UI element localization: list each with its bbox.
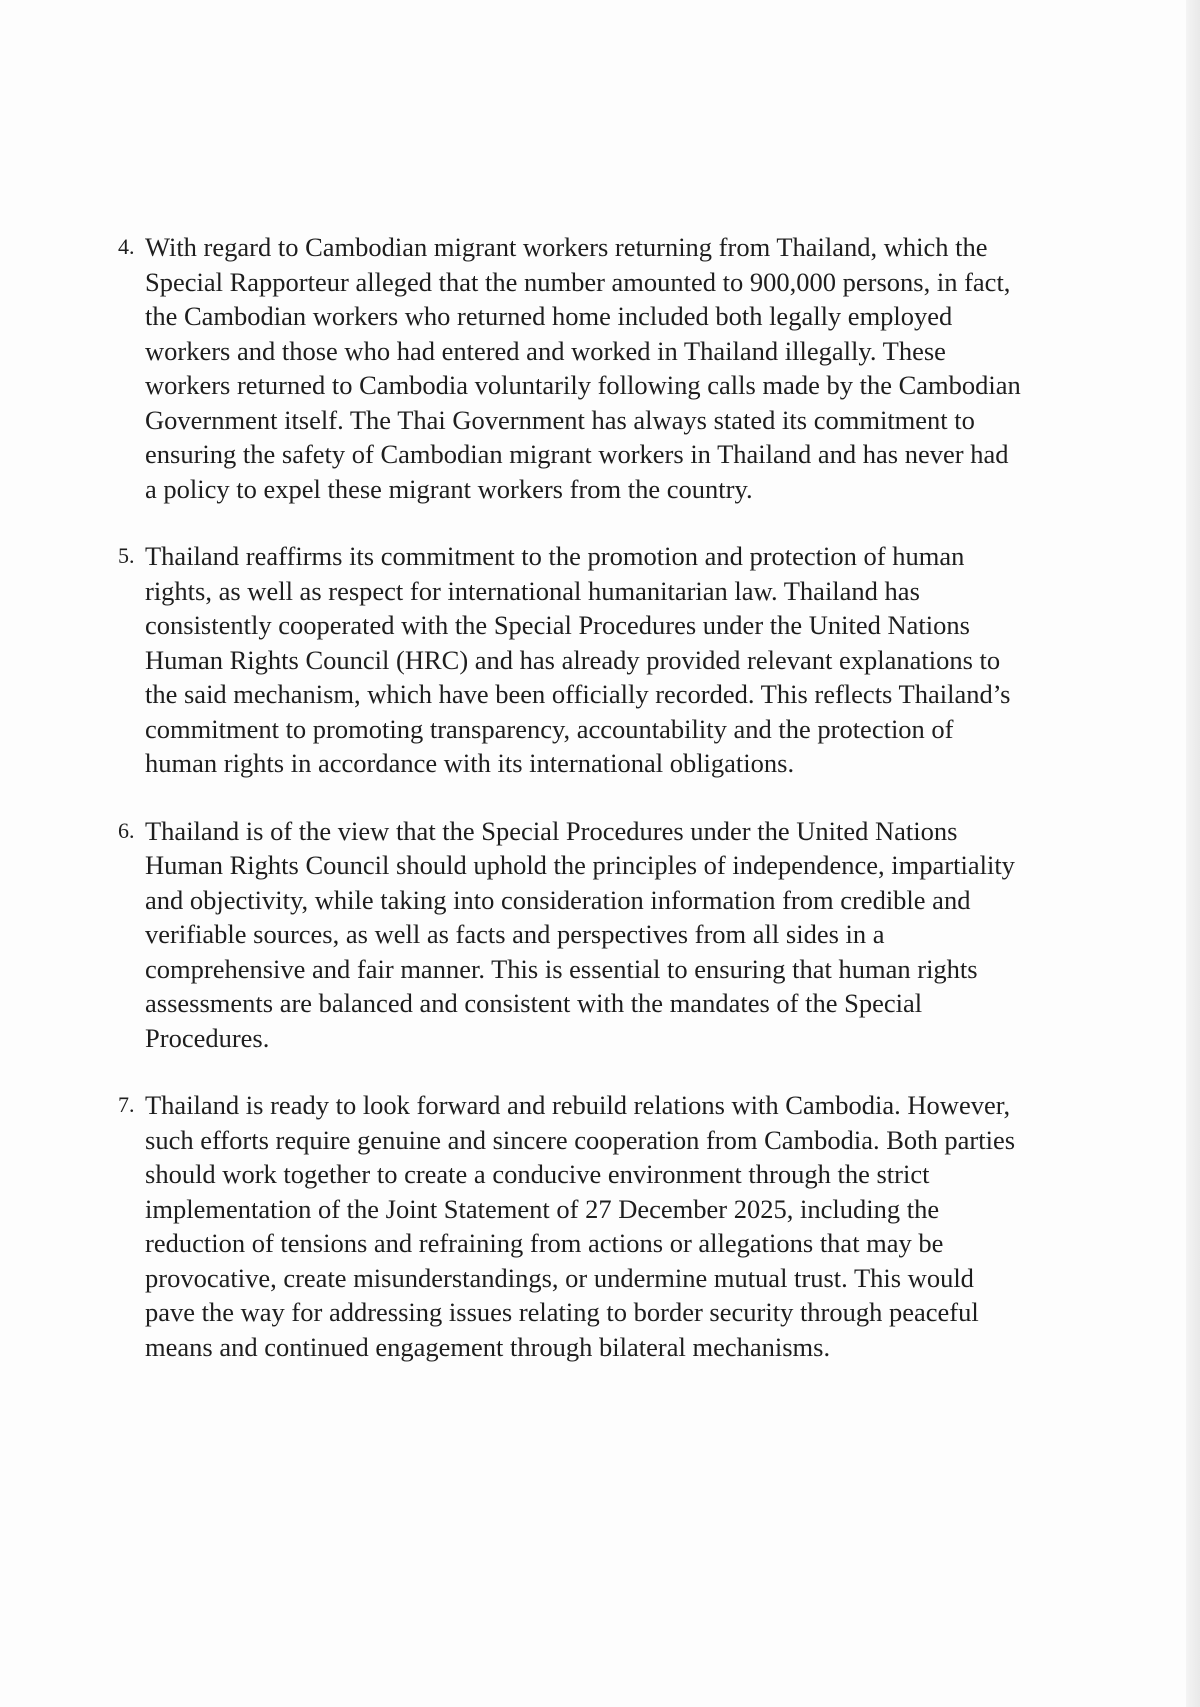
- paragraph-line: Human Rights Council should uphold the principles of independence, impartiality: [145, 850, 1015, 880]
- paragraph-line: provocative, create misunderstandings, or undermine mutual trust. This would: [145, 1262, 974, 1293]
- paragraph-5: [118, 539, 1108, 781]
- paragraph-line: should work together to create a conducive environment through the strict: [145, 1159, 930, 1189]
- paragraph-line: Human Rights Council (HRC) and has already provided relevant explanations to: [145, 644, 1001, 675]
- paragraph-number: 6.: [118, 817, 135, 843]
- paragraph-line: a policy to expel these migrant workers from the country.: [145, 473, 753, 504]
- paragraph-line: human rights in accordance with its international obligations.: [145, 748, 795, 778]
- paragraph-line: Thailand reaffirms its commitment to the promotion and protection of human: [145, 541, 965, 571]
- paragraph-line: means and continued engagement through bilateral mechanisms.: [145, 1331, 831, 1362]
- paragraph-line: such efforts require genuine and sincere cooperation from Cambodia. Both parties: [145, 1124, 1016, 1155]
- paragraph-line: pave the way for addressing issues relating to border security through peaceful: [145, 1297, 979, 1327]
- paragraph-line: verifiable sources, as well as facts and perspectives from all sides in a: [145, 919, 885, 949]
- paragraph-line: reduction of tensions and refraining from actions or allegations that may be: [145, 1228, 944, 1258]
- paragraph-line: Thailand is ready to look forward and rebuild relations with Cambodia. However,: [145, 1090, 1011, 1120]
- paragraph-line: commitment to promoting transparency, accountability and the protection of: [145, 713, 954, 744]
- paragraph-line: the Cambodian workers who returned home included both legally employed: [145, 301, 953, 331]
- paragraph-line: rights, as well as respect for international humanitarian law. Thailand has: [145, 575, 920, 606]
- paragraph-number: 7.: [118, 1092, 135, 1117]
- paragraph-line: and objectivity, while taking into consideration information from credible and: [145, 884, 971, 915]
- paragraph-line: assessments are balanced and consistent with the mandates of the Special: [145, 988, 923, 1018]
- paragraph-line: ensuring the safety of Cambodian migrant workers in Thailand and has never had: [145, 439, 1009, 469]
- paragraph-number: 5.: [118, 543, 135, 568]
- document-body: [118, 230, 1108, 1397]
- page-edge-shadow: [1186, 0, 1200, 1707]
- paragraph-line: comprehensive and fair manner. This is essential to ensuring that human rights: [145, 953, 978, 984]
- paragraph-4: [118, 230, 1108, 506]
- paragraph-line: consistently cooperated with the Special Procedures under the United Nations: [145, 610, 970, 640]
- paragraph-line: implementation of the Joint Statement of 27 December 2025, including the: [145, 1193, 940, 1224]
- paragraph-line: Government itself. The Thai Government has always stated its commitment to: [145, 404, 975, 435]
- paragraph-number: 4.: [118, 234, 135, 259]
- paragraph-line: workers returned to Cambodia voluntarily following calls made by the Cambodian: [145, 370, 1021, 400]
- paragraph-6: [118, 814, 1108, 1056]
- paragraph-line: the said mechanism, which have been officially recorded. This reflects Thailand’s: [145, 679, 1011, 709]
- paragraph-line: Special Rapporteur alleged that the number amounted to 900,000 persons, in fact,: [145, 266, 1011, 297]
- paragraph-line: Thailand is of the view that the Special Procedures under the United Nations: [145, 815, 958, 846]
- paragraph-7: [118, 1088, 1108, 1364]
- paragraph-line: Procedures.: [145, 1022, 270, 1053]
- paragraph-line: workers and those who had entered and worked in Thailand illegally. These: [145, 335, 946, 366]
- paragraph-line: With regard to Cambodian migrant workers returning from Thailand, which the: [145, 232, 988, 262]
